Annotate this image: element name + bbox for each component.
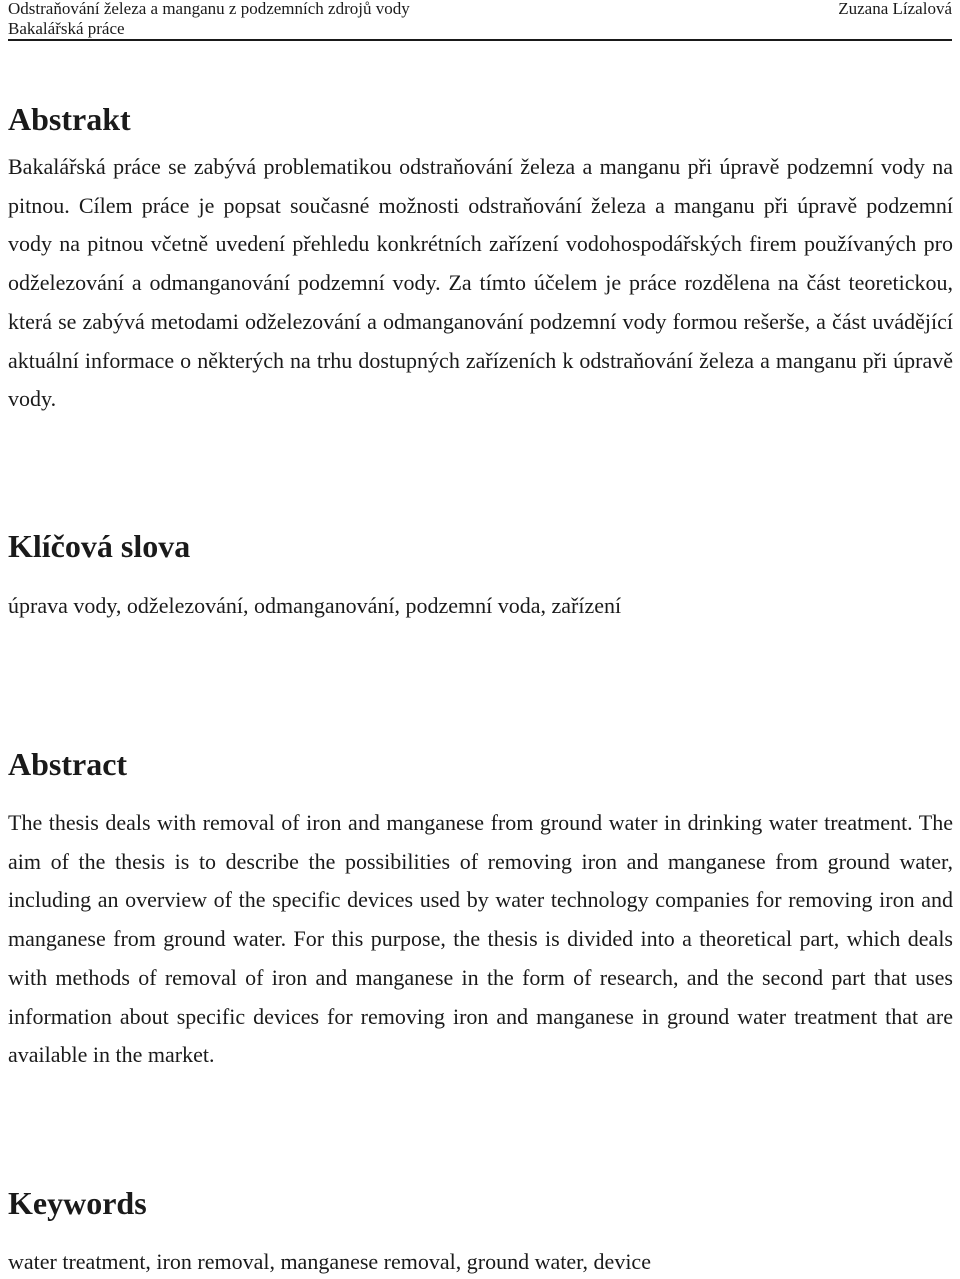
abstrakt-heading: Abstrakt [8, 101, 131, 137]
header-thesis-title: Odstraňování železa a manganu z podzemních zdrojů vody [8, 0, 410, 18]
abstrakt-text: Bakalářská práce se zabývá problematikou odstraňování železa a manganu při úpravě podzemní vody na pitnou. Cílem práce je popsat současné možnosti odstraňování železa a manganu při úpravě podzemní vody na pitnou včetně uvedení přehledu konkrétních zařízení vodohospodářských firem používaných pro odželezování a odmanganování podzemní vody. Za tímto účelem je práce rozdělena na část teoretickou, která se zabývá metodami odželezování a odmanganování podzemní vody formou rešerše, a část uvádějící aktuální informace o některých na trhu dostupných zařízeních k odstraňování železa a manganu při úpravě vody. [8, 154, 953, 412]
header-thesis-info [8, 0, 410, 39]
keywords-text: water treatment, iron removal, manganese removal, ground water, device [8, 1249, 651, 1274]
abstract-heading: Abstract [8, 746, 128, 782]
header-thesis-type: Bakalářská práce [8, 19, 125, 38]
keywords-heading: Keywords [8, 1185, 147, 1221]
klicova-slova-heading: Klíčová slova [8, 528, 191, 564]
header-author: Zuzana Lízalová [838, 0, 952, 18]
klicova-slova-text: úprava vody, odželezování, odmanganování, podzemní voda, zařízení [8, 593, 622, 618]
abstract-text: The thesis deals with removal of iron and manganese from ground water in drinking water treatment. The aim of the thesis is to describe the possibilities of removing iron and manganese from ground water, including an overview of the specific devices used by water technology companies for removing iron and manganese from ground water. For this purpose, the thesis is divided into a theoretical part, which deals with methods of removal of iron and manganese in the form of research, and the second part that uses information about specific devices for removing iron and manganese in ground water treatment that are available in the market. [8, 810, 953, 1068]
running-header [8, 0, 952, 41]
